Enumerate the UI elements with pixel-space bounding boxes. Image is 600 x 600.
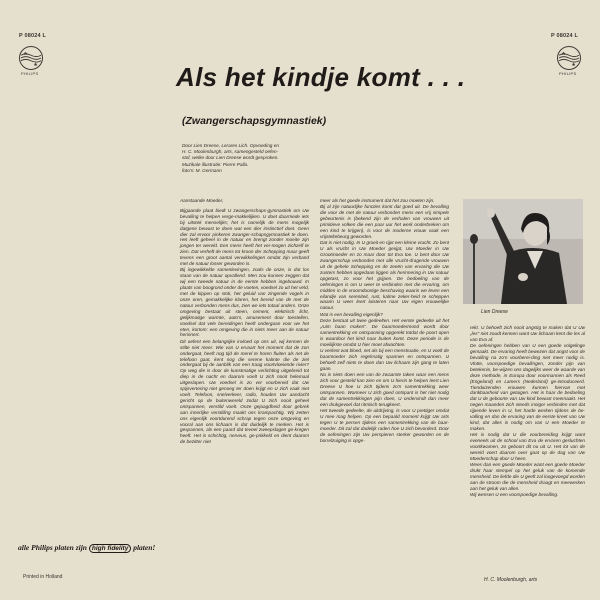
high-fidelity-badge: high fidelity: [89, 544, 131, 553]
catalog-number-right: P 08024 L: [551, 33, 579, 39]
paragraph: U verliest wat bloed, net als bij een menstruatie, en U voelt de baarmoeder zich regelmatig spannen en ontspannen. U behoeft zelf niets te doen dan Uw lichaam zijn gang te laten gaan.: [320, 348, 449, 371]
slogan-text: platen!: [133, 543, 156, 552]
paragraph: Wees dan een goede Moeder want een goede Moeder drukt haar stempel op het geluk van de komende mensheid. De liefde die U geeft zal loogevoegd worden aan de stroom die de mensheid draagt en meewerken aan het geluk van allen.: [470, 462, 585, 491]
album-subtitle: (Zwangerschapsgymnastiek): [182, 115, 327, 127]
credits-block: [182, 143, 322, 174]
liner-notes-column-2: [320, 198, 449, 444]
paragraph: Dat is niet nodig. In U groeit en rijpt een kleine vrucht. Zo bent U als vrucht in Uw Moeder gerijpt, Uw Moeder in Uw Grootmoeder en zo maar door tot Eva toe. U bent door Uw zwangerschap verbonden met alle vrucht-dragende vrouwen uit de gehele Schepping en de zeeën van ervaring die Uw zusters hebben opgedaan liggen als herinnering in Uw natuur opgetast, zo voor het grijpen. De bedoeling van de oefeningen is om U weer te verbinden met die ervaring, om midden in de vroomdoortige beschaving waarin we leven een eilandje van sereniteit, rust, kalme zeker-heid te scheppen waarin U weer leert luisteren naar Uw eigen vrouwelijke natuur.: [320, 240, 449, 311]
credits-line: Muzikale illustratie: Pierre Palla.: [182, 161, 249, 167]
paragraph: Nu is niets doen een van de zwaarste taken waar een mens zich voor gesteld kan zien en om U hierin te helpen leert Lien Dreese U hoe U zich tijdens zo'n samentrekking weer ontspannen. Wanneer U zich goed ontspant is het niet nodig dat de samentrekkingen pijn doen, U ondervindt dan meer een drukgevoel dat ritmisch terugkeert.: [320, 372, 449, 407]
paragraph: Bijgaande plaat biedt U zwangerschaps-gymnastiek om Uw bevalling te helpen verge-makkelijken. U doet daarmede iets bij uitstek menselijks; het is namelijk de mens mogelijk datgene bewust te doen wat een dier instinctief doet. Geen dier zal ervoor pinkeren zwanger-schapsgymnastiek te doen. Het leeft geheel in de natuur en brengt zonder moeite zijn jongen ter wereld. Een mens heeft het ver-mogen zichzelf te zien. Dat verheft de mens tot kroon der Schepping maar geeft tevens een groot aantal verwikkelingen omdat zijn verband met de natuur losser geworden is.: [180, 207, 309, 267]
photo-caption: Lien Dreese: [481, 309, 508, 315]
paragraph-question: Wat is een bevalling eigenlijk?: [320, 311, 383, 317]
printed-in-label: Printed in Holland: [23, 574, 63, 580]
credits-line: H. C. Moolenburgh, arts, samengesteld oefen-: [182, 149, 279, 155]
slogan-text: alle Philips platen zijn: [18, 543, 87, 552]
liner-notes-column-1: [180, 198, 309, 446]
album-title: Als het kindje komt . . .: [176, 62, 466, 92]
paragraph: rekt. U behoeft zich nooit angstig te maken dat U Uw „les" niet zoudt kennen want Uw lichaam kent die les al van Eva af.: [470, 325, 585, 342]
paragraph-closing: Wij wensen U een voorspoedige bevalling.: [470, 492, 559, 498]
hifi-slogan: [18, 543, 155, 553]
brand-name-left: PHILIPS: [21, 71, 39, 76]
liner-notes-column-3: [470, 325, 585, 499]
paragraph: Bij ingewikkelde samenlevingen, zoals de onze, is dat los staan van de natuur opvallend. Men zou kunnen zeggen dat wij een tweede natuur in de eerste hebben ingebouwd. In plaats van boogrond onder de voeten, voedsel zo uit het veld, met de kippen op stok, het geluid van zingende vogels in onze oren, gemakkelijke klaren, het bereid van de met de natuur verbonden mens dus, zien we iets totaal anders. Onze omgeving bestaat uit steen, cement, elektrisch licht, gelijkmatige warmte, auto's, amusement door toestellen, voedsel dat vele bereidingen heeft ondergaan voor we het eten, kortom: een omgeving die in niets meer aan de natuur herinnert.: [180, 267, 309, 338]
paragraph: Deze bestaat uit twee gedeelten. Het eerste gedeelte uit het „ruim baan maken". De baarmoedermond wordt door samentrekking en ontspanning opgerekt totdat de poort open is waardoor het kind naar buiten komt. Deze periode is de moeilijkste omdat U hier moet afwachten.: [320, 318, 449, 347]
paragraph: Het tweede gedeelte, de uitdrijving, is voor U prettiger omdat U mee mag helpen. Op een bepaald moment krijgt Uw arts tegen U te persen tijdens een samentrekking van de baar-moeder. Dit zal dat dadelijk raden hoe U zich bevorderd. Door de oefeningen zijn Uw perspieren sterker geworden en de borrelzuiging is opge-: [320, 408, 449, 443]
credits-line: foto's: M. Germann: [182, 167, 222, 173]
paragraph: Dit oefent een belangrijke invloed op ons uit, wij kennen de stilte niet meer. Wie van U ervaart het moment dat de zon ondergaat, heeft nog tijd de merel te horen fluiten als net de telefoon gaat, kent nog die serene kalmte die de ziel ondergaat bij de aanblik van een traag voortvloeiende rivier? Op weg die is door de kunstmatige verlichting uitgebreid tot diep in de nacht en daarom voelt U zich nooit helemaal uitgeslapen. Uw voedsel is zo ver voorbereid dat Uw spijsvertering niet genoeg ter doen krijgt en U zich vaak niet voelt. Telefoon, snelverkeer, radio, houden Uw aandacht gericht op de buitenwereld zodat U zich nooit geheel ontspannen, verstild voelt. Onze gejaagdheid door gebrek aan innerlijke verstilling maakt ons krampachtig. Wij zetten ons eigenlijk voortdurend schrap tegen onze omgeving en vooral aan ons lichaam is dat duidelijk te merken. Het is gespannen, als een paard dat teveel zweepslagen ge-kregen heeft. Het is schichtig, nerveus, ge-prikkeld en dient daarom de bezitter niet: [180, 338, 309, 445]
paragraph: meer als het goede instrument dat het zou moeten zijn.: [320, 198, 435, 203]
lien-dreese-photo: [463, 199, 583, 304]
catalog-number-left: P 08024 L: [19, 33, 47, 39]
brand-name-right: PHILIPS: [559, 71, 577, 76]
salutation: Aanstaande Moeder,: [180, 198, 224, 203]
paragraph: De oefeningen hebben van U een goede volgelinge gemaakt. De ervaring heeft bewezen dat angst voor de bevalling na zo'n voorberei-ding niet meer nodig is. Vlotte, voorspoedige bevallingen, zonder pijn van betekenis, be-wijzen ons dagelijks weer de waarde van deze methode, in Europa door voormannen als Reed (Engeland) en Lamers (Nederland) ge-introduceerd. Tienduizenden vrouwen kunnen hiervan met dankbaarheid van getuigen. Het is haar de bedoeling dat U de geboorte van Uw kind bewust meemaakt. Het negen maanden zich steeds inniger verbinden met dat rijpende leven in U, het harde werken tijdens de be-valling en dan de ervaring van de eerste kreet van Uw kind, dat alles is nodig om van U een Moeder te maken.: [470, 343, 585, 431]
credits-line: stof, welke door Lien Dreese wordt gesproken.: [182, 155, 279, 161]
philips-shield-logo-icon: [557, 46, 581, 70]
credits-line: Door Lien Dreese, Lerares Lich. Opvoeding en: [182, 143, 279, 148]
paragraph: Bij al zijn natuurlijke functies komt dat goed uit. De bevalling die voor de met de natuur verbonden mens een vrij simpele gebeurtenis is (bekend zijn de verhalen van vrouwen uit primitieve volken die een paar uur het werk onderbreken om een kind te krijgen), is voor de moderne vrouw vaak een vrijsteltebeurg geworden.: [320, 204, 449, 239]
philips-shield-logo-icon: [19, 46, 43, 70]
author-signature: H. C. Moolenburgh, arts: [484, 577, 538, 583]
paragraph: Het is nodig dat U die voorbereiding krijgt want eveneels uit de school van Eva de ervaren gesluchten voortkwamen, zo geboort dit nu uit U. Het lot van de wereld voert daarom over gaat op de dag van Uw Moederschap door U heen.: [470, 432, 585, 461]
